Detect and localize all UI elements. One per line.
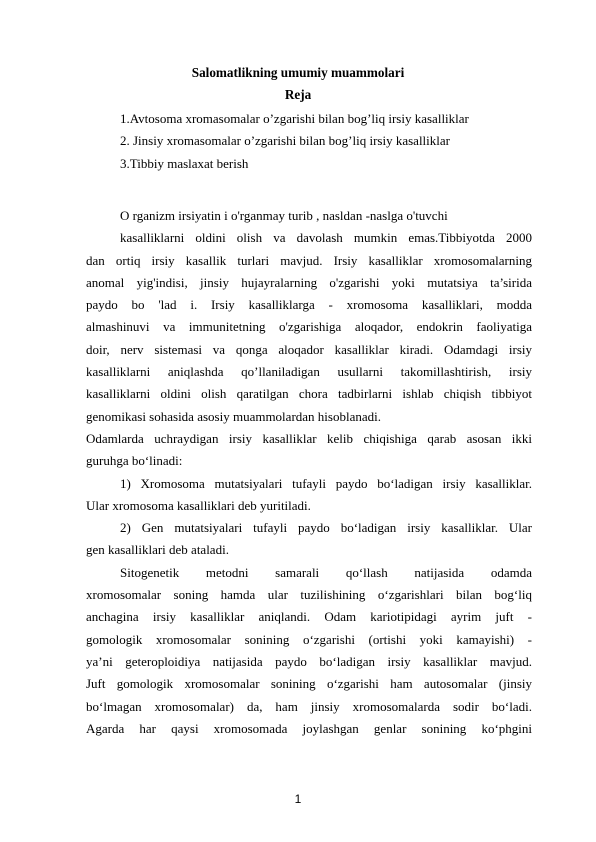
body-line: O rganizm irsiyatin i o'rganmay turib , nasldan -naslga o'tuvchi [120,208,448,223]
body-line: 1) Xromosoma mutatsiyalari tufayli paydo bo‘ladigan irsiy kasalliklar. [120,475,532,491]
body-line: Juft gomologik xromosomalar sonining o‘zgarishi ham autosomalar (jinsiy [86,676,532,692]
body-line: xromosomalar soning hamda ular tuzilishining o‘zgarishlari bilan bog‘liq [86,587,532,603]
body-line: doir, nerv sistemasi va qonga aloqador kasalliklar kiradi. Odamdagi irsiy [86,341,532,357]
body-line: anchagina irsiy kasalliklar aniqlandi. Odam kariotipidagi ayrim juft - [86,609,532,625]
plan-list [120,108,469,175]
body-line: gomologik xromosomalar sonining o‘zgarishi (ortishi yoki kamayishi) - [86,631,532,647]
body-line: ya’ni geteroploidiya natijasida paydo bo‘ladigan irsiy kasalliklar mavjud. [86,653,532,669]
body-line: Sitogenetik metodni samarali qo‘llash natijasida odamda [120,564,532,580]
plan-item: 2. Jinsiy xromasomalar o’zgarishi bilan bog’liq irsiy kasalliklar [120,133,450,149]
plan-heading: Reja [284,87,312,102]
body-line: 2) Gen mutatsiyalari tufayli paydo bo‘ladigan irsiy kasalliklar. Ular [120,520,532,536]
body-line: Ular xromosoma kasalliklari deb yuritiladi. [86,497,311,513]
body-line: bo‘lmagan xromosomalar) da, ham jinsiy xromosomalarda sodir bo‘ladi. [86,698,532,714]
body-text [86,205,532,740]
body-line: anomal yig'indisi, jinsiy hujayralarning o'zgarishi yoki mutatsiya ta’sirida [86,274,532,290]
body-line: Odamlarda uchraydigan irsiy kasalliklar kelib chiqishiga qarab asosan ikki [86,430,532,446]
body-line: paydo bo 'lad i. Irsiy kasalliklarga - xromosoma kasalliklari, modda [86,297,532,313]
plan-item: 1.Avtosoma xromasomalar o’zgarishi bilan bog’liq irsiy kasalliklar [120,111,469,126]
body-line: guruhga bo‘linadi: [86,453,183,469]
body-line: Agarda har qaysi xromosomada joylashgan genlar sonining ko‘phgini [86,720,532,736]
plan-item: 3.Tibbiy maslaxat berish [120,155,249,171]
document-title: Salomatlikning umumiy muammolari [191,65,405,80]
body-line: kasalliklarni oldini olish va davolash mumkin emas.Tibbiyotda 2000 [120,230,532,246]
body-line: genomikasi sohasida asosiy muammolardan hisoblanadi. [86,408,381,424]
body-line: kasalliklarni aniqlashda qo’llaniladigan usullarni takomillashtirish, irsiy [86,364,532,380]
body-line: almashinuvi va immunitetning o'zgarishiga aloqador, endokrin faoliyatiga [86,319,532,335]
page-number: 1 [294,792,302,806]
body-line: dan ortiq irsiy kasallik turlari mavjud. Irsiy kasalliklar xromosomalarning [86,252,532,268]
body-line: kasalliklarni oldini olish qaratilgan chora tadbirlarni ishlab chiqish tibbiyot [86,386,532,402]
body-line: gen kasalliklari deb ataladi. [86,542,229,558]
